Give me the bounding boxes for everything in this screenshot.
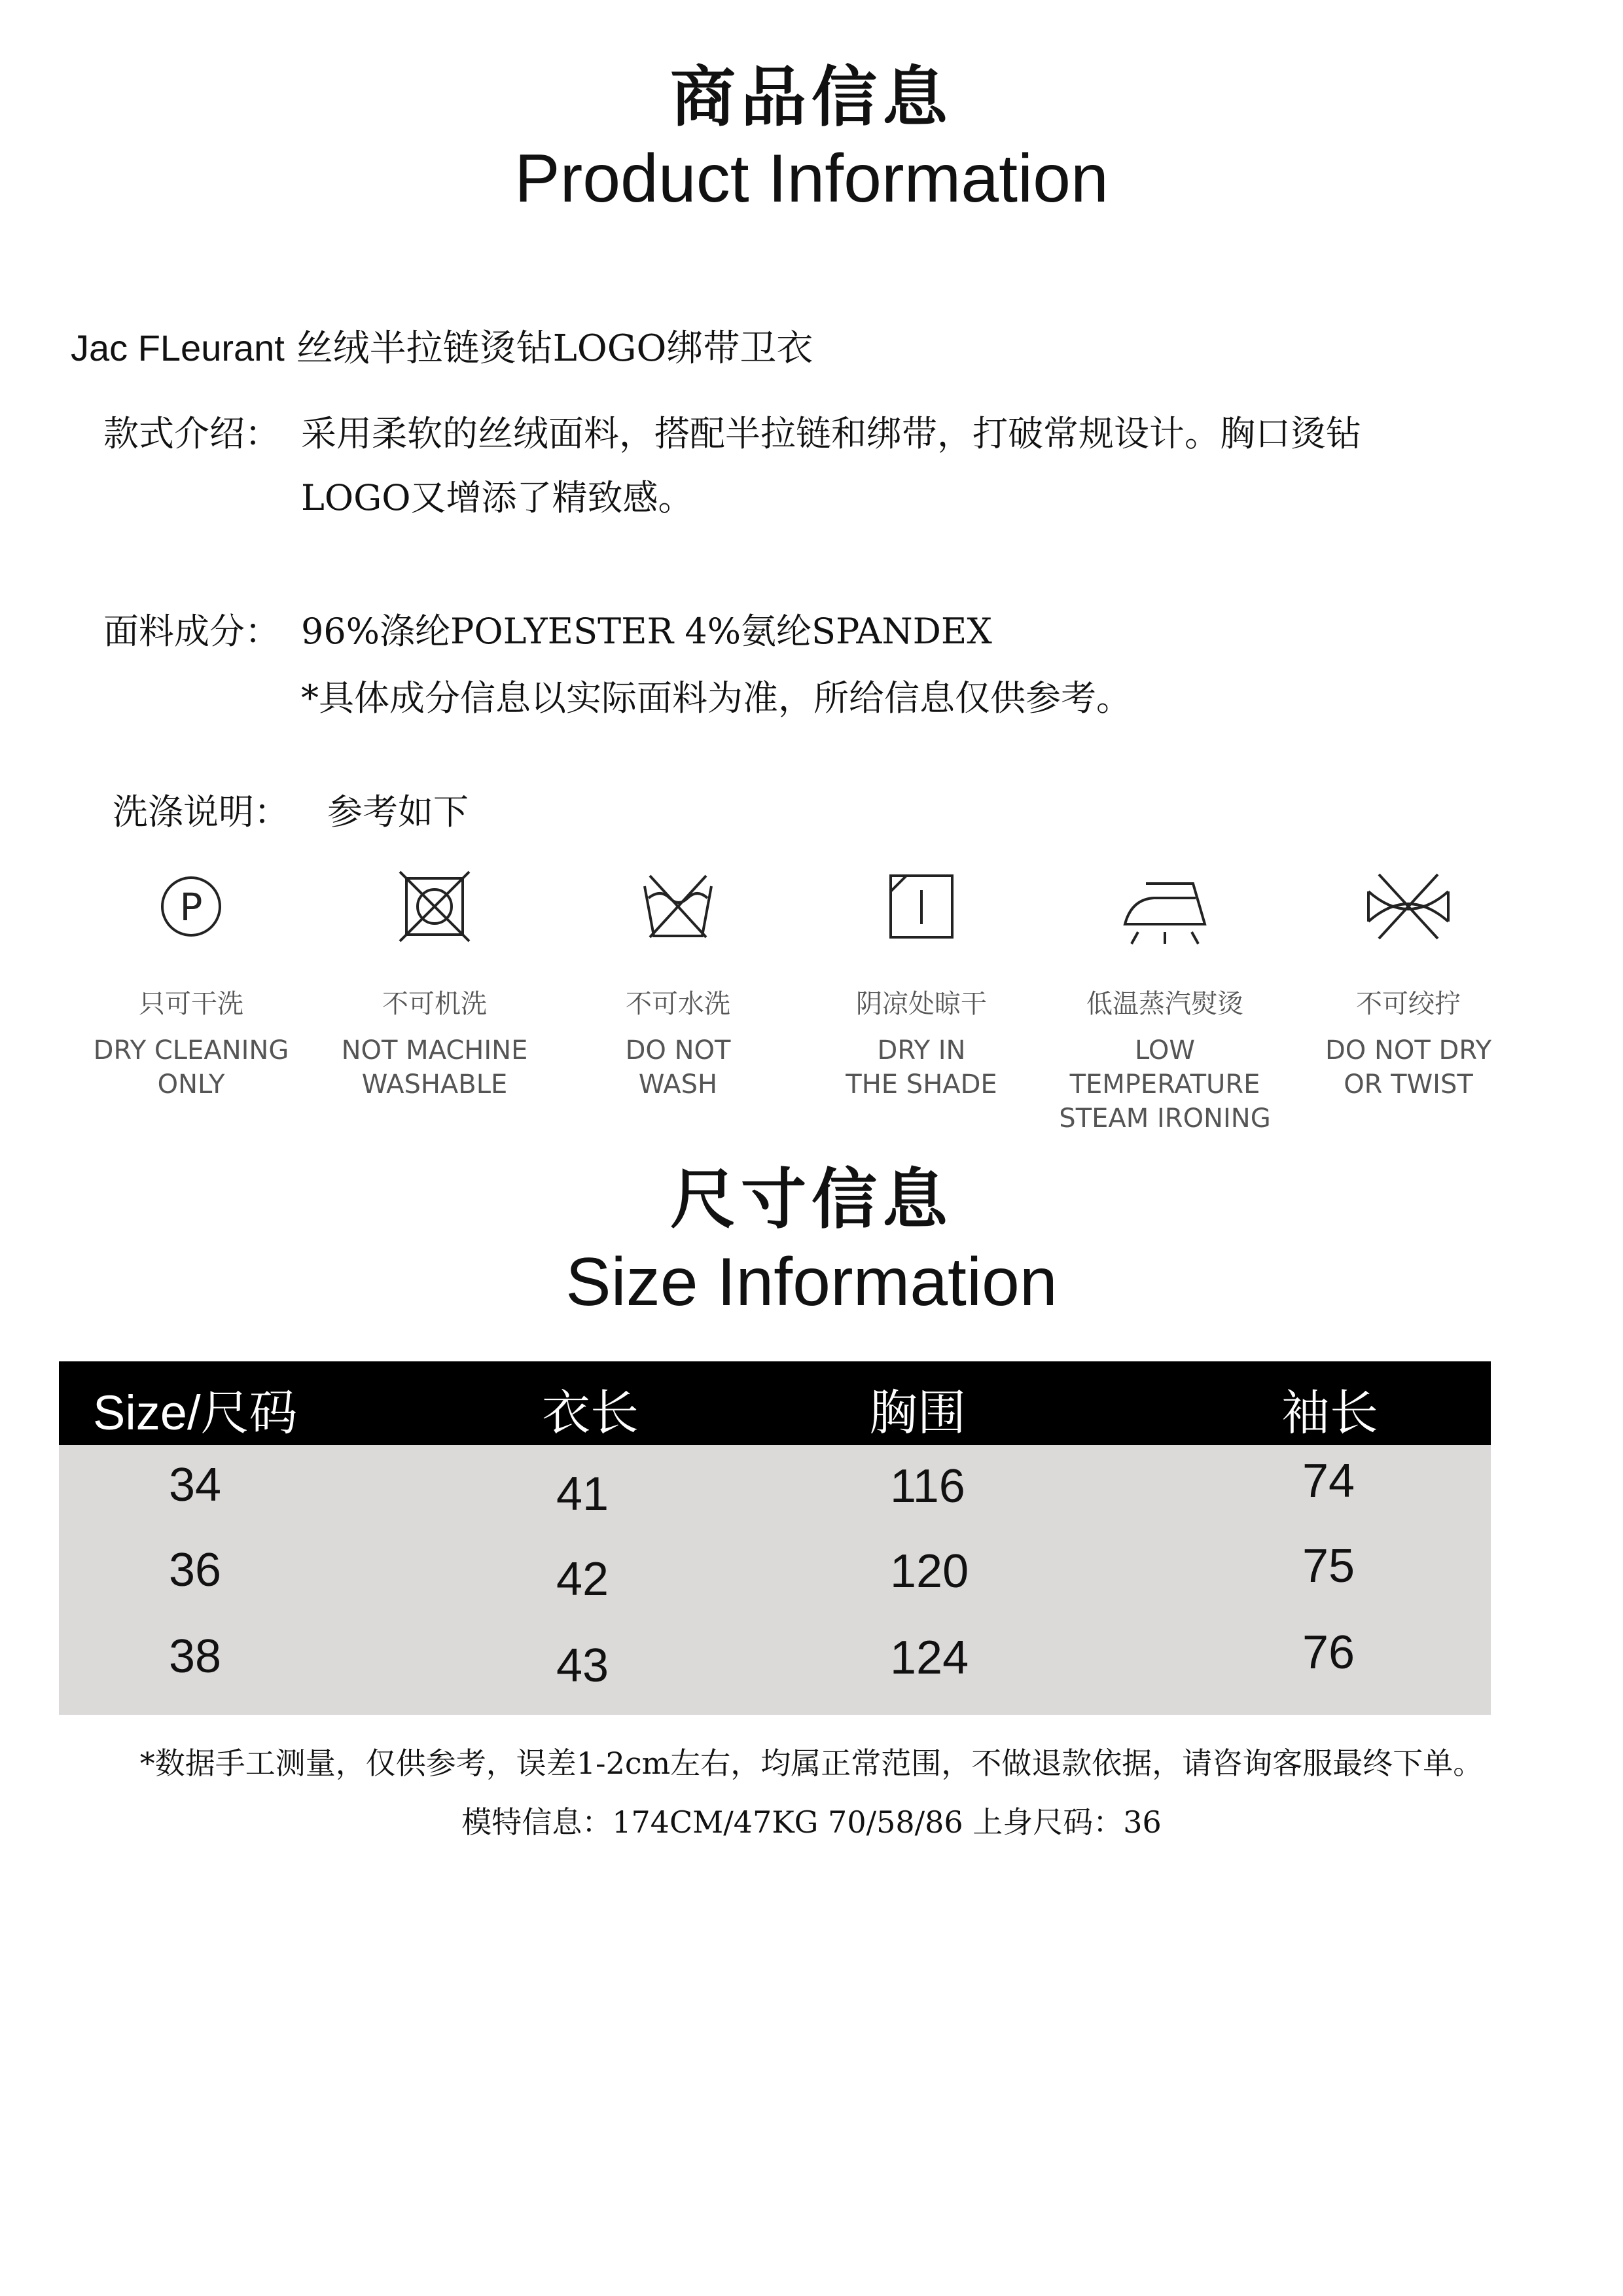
steam-iron-icon: [1116, 864, 1214, 949]
size-info-title-cn: 尺寸信息: [670, 1160, 953, 1238]
product-info-title-cn: 商品信息: [670, 58, 953, 135]
svg-text:P: P: [179, 885, 203, 929]
care-item-do-not-wring: [1287, 864, 1530, 1102]
size-table: [59, 1361, 1491, 1715]
wash-label: 洗涤说明：: [113, 791, 289, 833]
cell-length: 43: [556, 1640, 609, 1692]
dry-cleaning-p-icon: [149, 864, 234, 949]
brand-name: Jac FLeurant: [71, 327, 285, 368]
cell-chest: 120: [890, 1545, 969, 1598]
product-name: [71, 319, 813, 372]
fabric-composition: 96%涤纶POLYESTER 4%氨纶SPANDEX: [301, 611, 992, 652]
style-description-line1: 采用柔软的丝绒面料，搭配半拉链和绑带，打破常规设计。胸口烫钻: [301, 413, 1361, 454]
fabric-label: 面料成分：: [103, 611, 280, 652]
header-length: 衣长: [542, 1385, 639, 1441]
cell-sleeve: 75: [1302, 1540, 1355, 1592]
header-size: Size/尺码: [93, 1385, 298, 1441]
style-label: 款式介绍：: [103, 413, 280, 454]
size-table-body: [59, 1445, 1491, 1715]
care-item-steam-iron: [1043, 864, 1287, 1136]
do-not-wring-icon: [1359, 864, 1457, 949]
care-cn-label: 不可绞拧: [1356, 989, 1461, 1019]
care-cn-label: 阴凉处晾干: [856, 989, 987, 1019]
product-title: 丝绒半拉链烫钻LOGO绑带卫衣: [296, 327, 813, 370]
style-description-line2: LOGO又增添了精致感。: [301, 477, 694, 518]
cell-chest: 124: [890, 1632, 969, 1684]
cell-size: 36: [169, 1544, 222, 1596]
wash-value: 参考如下: [327, 791, 469, 833]
care-item-dry-in-shade: [800, 864, 1043, 1102]
cell-sleeve: 76: [1302, 1626, 1355, 1679]
care-cn-label: 不可机洗: [382, 989, 487, 1019]
product-info-title-en: Product Information: [514, 141, 1109, 217]
cell-length: 41: [556, 1468, 609, 1520]
header-chest: 胸围: [869, 1385, 966, 1441]
fabric-note: *具体成分信息以实际面料为准，所给信息仅供参考。: [301, 677, 1132, 719]
care-cn-label: 只可干洗: [139, 989, 243, 1019]
cell-sleeve: 74: [1302, 1455, 1355, 1507]
no-hand-wash-icon: [635, 864, 721, 949]
size-table-header: [59, 1361, 1491, 1445]
size-info-title-en: Size Information: [565, 1244, 1058, 1320]
care-cn-label: 不可水洗: [626, 989, 730, 1019]
model-info: 模特信息：174CM/47KG 70/58/86 上身尺码：36: [461, 1804, 1162, 1840]
care-cn-label: 低温蒸汽熨烫: [1086, 989, 1243, 1019]
dry-in-shade-icon: [879, 864, 964, 949]
care-en-label: DRY IN THE SHADE: [846, 1035, 997, 1100]
no-machine-wash-icon: [392, 864, 477, 949]
care-item-dry-cleaning: [69, 864, 313, 1102]
care-en-label: DRY CLEANING ONLY: [93, 1035, 289, 1100]
header-sleeve: 袖长: [1281, 1385, 1378, 1441]
cell-size: 38: [169, 1630, 222, 1683]
care-item-no-machine-wash: [313, 864, 556, 1102]
care-en-label: DO NOT WASH: [625, 1035, 731, 1100]
care-en-label: DO NOT DRY OR TWIST: [1325, 1035, 1492, 1100]
care-en-label: LOW TEMPERATURE STEAM IRONING: [1059, 1035, 1271, 1134]
cell-chest: 116: [890, 1460, 965, 1513]
care-en-label: NOT MACHINE WASHABLE: [341, 1035, 528, 1100]
measurement-note: *数据手工测量，仅供参考，误差1-2cm左右，均属正常范围，不做退款依据，请咨询客服最终下单。: [139, 1746, 1484, 1781]
care-item-no-hand-wash: [556, 864, 800, 1102]
cell-length: 42: [556, 1553, 609, 1605]
cell-size: 34: [169, 1459, 222, 1511]
